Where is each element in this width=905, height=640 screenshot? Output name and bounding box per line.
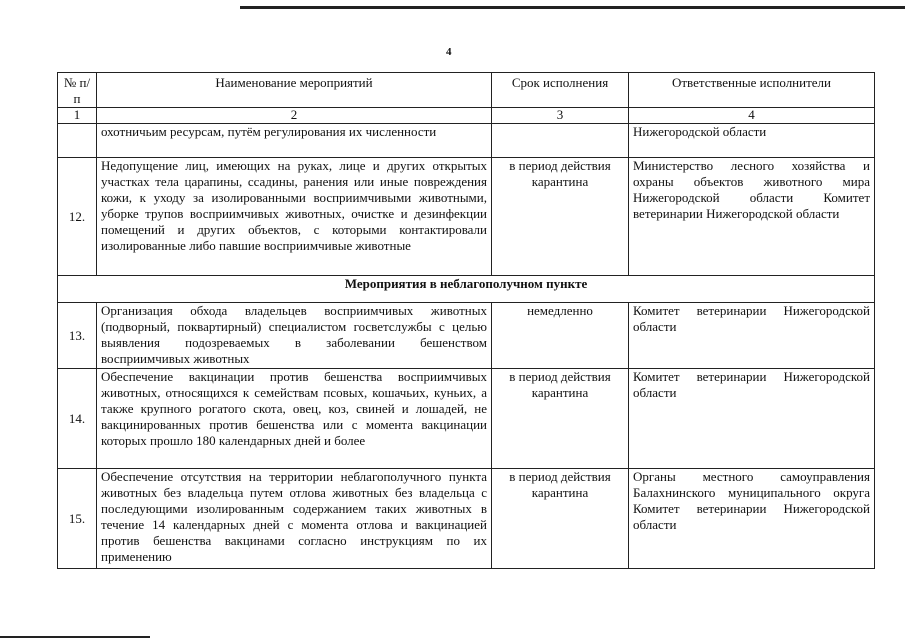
row-number: 15.: [58, 469, 97, 569]
measure-term: в период действия карантина: [492, 469, 629, 569]
table-row: [58, 469, 875, 569]
header-col-name: Наименование мероприятий: [97, 73, 492, 108]
index-cell: 3: [492, 108, 629, 124]
measure-term: немедленно: [492, 303, 629, 369]
row-number: 13.: [58, 303, 97, 369]
section-title: Мероприятия в неблагополучном пункте: [58, 276, 875, 303]
row-number: 12.: [58, 158, 97, 276]
header-col-resp: Ответственные исполнители: [629, 73, 875, 108]
table-row: [58, 158, 875, 276]
measure-responsible: Комитет ветеринарии Нижегородской области: [629, 303, 875, 369]
header-row: [58, 73, 875, 108]
section-row: [58, 276, 875, 303]
measure-responsible: Министерство лесного хозяйства и охраны объектов животного мира Нижегородской области Комитет ветеринарии Нижегородской области: [629, 158, 875, 276]
measure-term: [492, 124, 629, 158]
measure-responsible: Комитет ветеринарии Нижегородской области: [629, 369, 875, 469]
scan-edge-bottom: [0, 636, 150, 638]
index-cell: 1: [58, 108, 97, 124]
header-col-num: № п/п: [58, 73, 97, 108]
index-cell: 2: [97, 108, 492, 124]
measures-table: [57, 72, 875, 569]
scan-edge-top: [240, 6, 905, 9]
measure-name: Недопущение лиц, имеющих на руках, лице и других открытых участках тела царапины, ссадины, ранения или иные повреждения кожи, к уходу за изолированными восприимчивыми животными, уборке трупов восприимчивых животных, очистке и дезинфекции помещений и других объектов, с которыми контактировали изолированные либо павшие восприимчивые животные: [97, 158, 492, 276]
row-number: [58, 124, 97, 158]
measure-responsible: Нижегородской области: [629, 124, 875, 158]
page-number: 4: [446, 46, 452, 58]
measure-name: Организация обхода владельцев восприимчивых животных (подворный, поквартирный) специалистом госветслужбы с целью выявления подозреваемых в заболевании бешенством восприимчивых животных: [97, 303, 492, 369]
index-cell: 4: [629, 108, 875, 124]
measure-responsible: Органы местного самоуправления Балахнинского муниципального округа Комитет ветеринарии Нижегородской области: [629, 469, 875, 569]
header-col-term: Срок исполнения: [492, 73, 629, 108]
table-row: [58, 369, 875, 469]
table-row: [58, 124, 875, 158]
measure-term: в период действия карантина: [492, 158, 629, 276]
measure-name: Обеспечение вакцинации против бешенства восприимчивых животных, относящихся к семействам псовых, кошачьих, куньих, а также крупного рогатого скота, овец, коз, свиней и лошадей, не вакцинированных против бешенства или с момента вакцинации которых прошло 180 календарных дней и более: [97, 369, 492, 469]
measure-name: охотничьим ресурсам, путём регулирования их численности: [97, 124, 492, 158]
row-number: 14.: [58, 369, 97, 469]
index-row: [58, 108, 875, 124]
table-row: [58, 303, 875, 369]
measure-name: Обеспечение отсутствия на территории неблагополучного пункта животных без владельца путем отлова животных без владельца с последующими изолированным содержанием таких животных в течение 14 календарных дней с момента отлова и вакцинацией против бешенства вакцинами согласно инструкциям по их применению: [97, 469, 492, 569]
measure-term: в период действия карантина: [492, 369, 629, 469]
